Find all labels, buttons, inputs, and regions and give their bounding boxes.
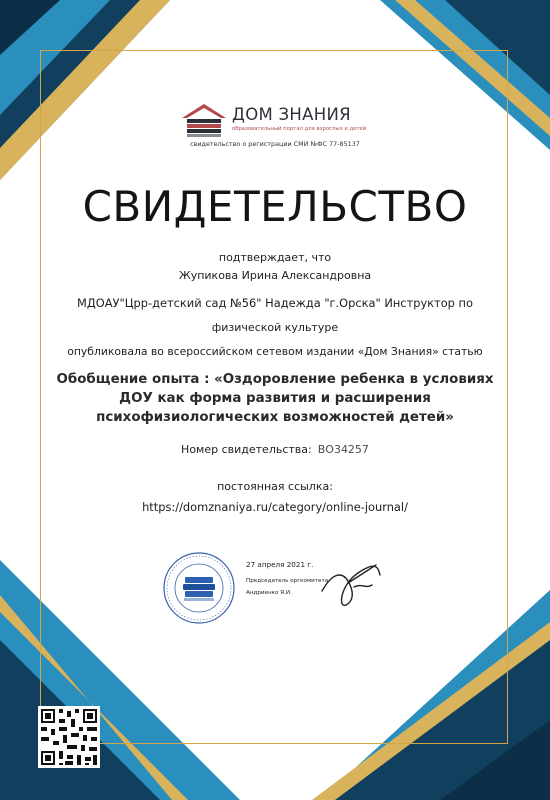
house-books-icon xyxy=(180,103,228,139)
publication-statement: опубликовала во всероссийском сетевом издании «Дом Знания» статью xyxy=(67,345,483,358)
work-title-line-1: Обобщение опыта : «Оздоровление ребенка в условиях xyxy=(56,372,494,387)
certificate-title: СВИДЕТЕЛЬСТВО xyxy=(82,182,468,231)
certificate-number xyxy=(40,443,510,456)
signatory-name: Андриенко Я.И. xyxy=(246,590,292,596)
signature-date: 27 апреля 2021 г. xyxy=(246,560,314,569)
certificate-number-label: Номер свидетельства: xyxy=(181,443,312,456)
work-title-line-3: психофизиологических возможностей детей» xyxy=(96,410,454,425)
qr-code-icon xyxy=(38,706,100,768)
organization-line-2: физической культуре xyxy=(211,321,339,334)
handwritten-signature-icon xyxy=(318,561,384,609)
permalink-url[interactable]: https://domznaniya.ru/category/online-journal/ xyxy=(142,500,408,514)
permalink-label: постоянная ссылка: xyxy=(217,480,333,493)
logo-tagline: образовательный портал для взрослых и детей xyxy=(232,126,367,132)
organization-line-1: МДОАУ"Црр-детский сад №56" Надежда "г.Орска" Инструктор по xyxy=(77,296,473,310)
registration-note: свидетельство о регистрации СМИ №ФС 77-85137 xyxy=(190,140,360,148)
certificate-number-value: ВО34257 xyxy=(317,443,369,456)
logo-name: ДОМ ЗНАНИЯ xyxy=(232,105,351,124)
seal-stamp-icon xyxy=(162,551,236,625)
confirms-text: подтверждает, что xyxy=(218,251,332,264)
work-title-line-2: ДОУ как форма развития и расширения xyxy=(119,391,431,406)
signatory-role: Председатель оргкомитета xyxy=(246,578,329,584)
recipient-name: Жупикова Ирина Александровна xyxy=(178,269,372,282)
